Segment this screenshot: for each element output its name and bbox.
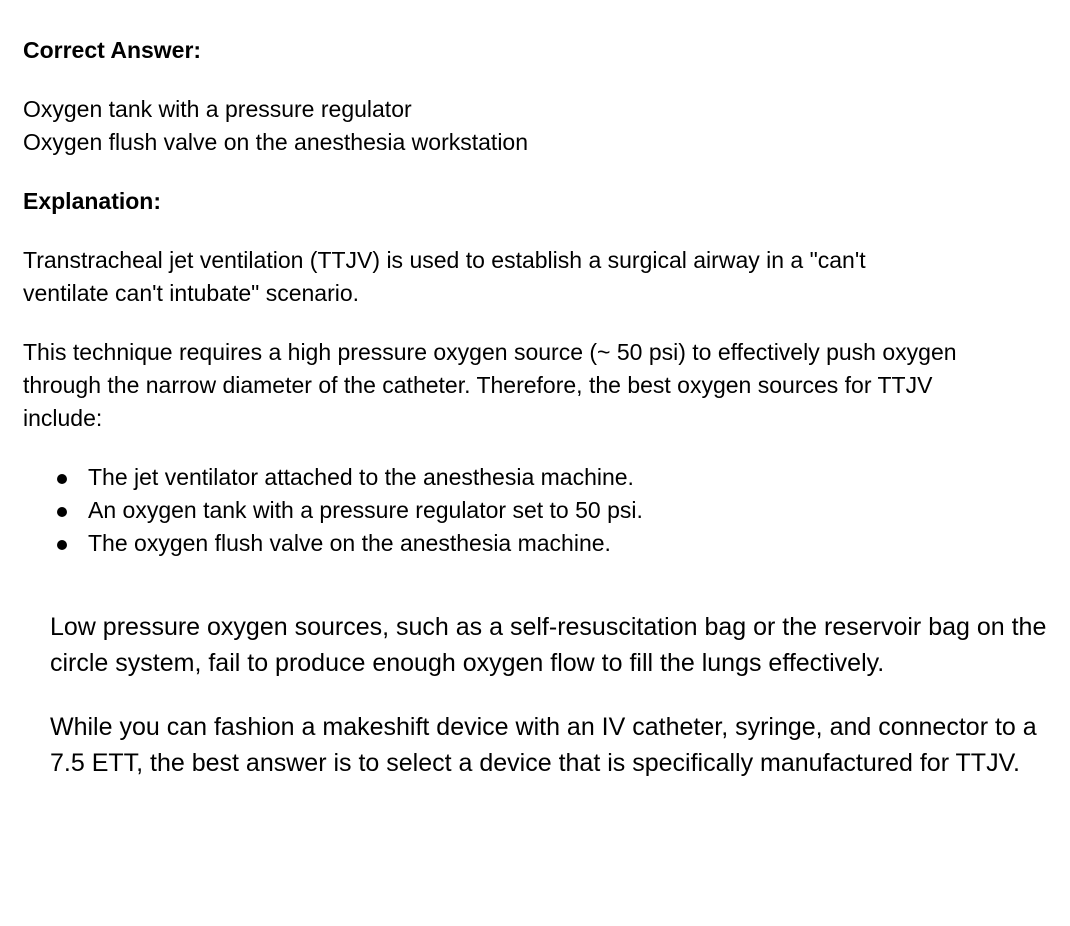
correct-answer-item: Oxygen flush valve on the anesthesia workstation	[23, 129, 529, 155]
correct-answer-list	[23, 93, 1063, 159]
list-item	[23, 527, 1063, 560]
explanation-paragraph: While you can fashion a makeshift device with an IV catheter, syringe, and connector to a 7.5 ETT, the best answer is to select a device that is specifically manufactured for TTJV.	[50, 713, 1037, 777]
explanation-heading: Explanation:	[23, 188, 162, 214]
explanation-paragraph: Transtracheal jet ventilation (TTJV) is used to establish a surgical airway in a "can't ventilate can't intubate" scenario.	[23, 247, 866, 306]
list-item	[23, 494, 1063, 527]
correct-answer-item: Oxygen tank with a pressure regulator	[23, 96, 412, 122]
oxygen-sources-list	[23, 461, 1063, 560]
bullet-icon	[57, 540, 67, 550]
bullet-icon	[57, 507, 67, 517]
explanation-paragraph: This technique requires a high pressure oxygen source (~ 50 psi) to effectively push oxygen through the narrow diameter of the catheter. Therefore, the best oxygen sources for TTJV include:	[23, 339, 957, 431]
bullet-icon	[57, 474, 67, 484]
answer-explanation-content	[23, 34, 1063, 781]
list-item-text: The jet ventilator attached to the anesthesia machine.	[88, 464, 634, 490]
list-item	[23, 461, 1063, 494]
explanation-paragraph: Low pressure oxygen sources, such as a self-resuscitation bag or the reservoir bag on the circle system, fail to produce enough oxygen flow to fill the lungs effectively.	[50, 613, 1047, 677]
list-item-text: An oxygen tank with a pressure regulator set to 50 psi.	[88, 497, 643, 523]
correct-answer-heading: Correct Answer:	[23, 37, 202, 63]
list-item-text: The oxygen flush valve on the anesthesia machine.	[88, 530, 611, 556]
